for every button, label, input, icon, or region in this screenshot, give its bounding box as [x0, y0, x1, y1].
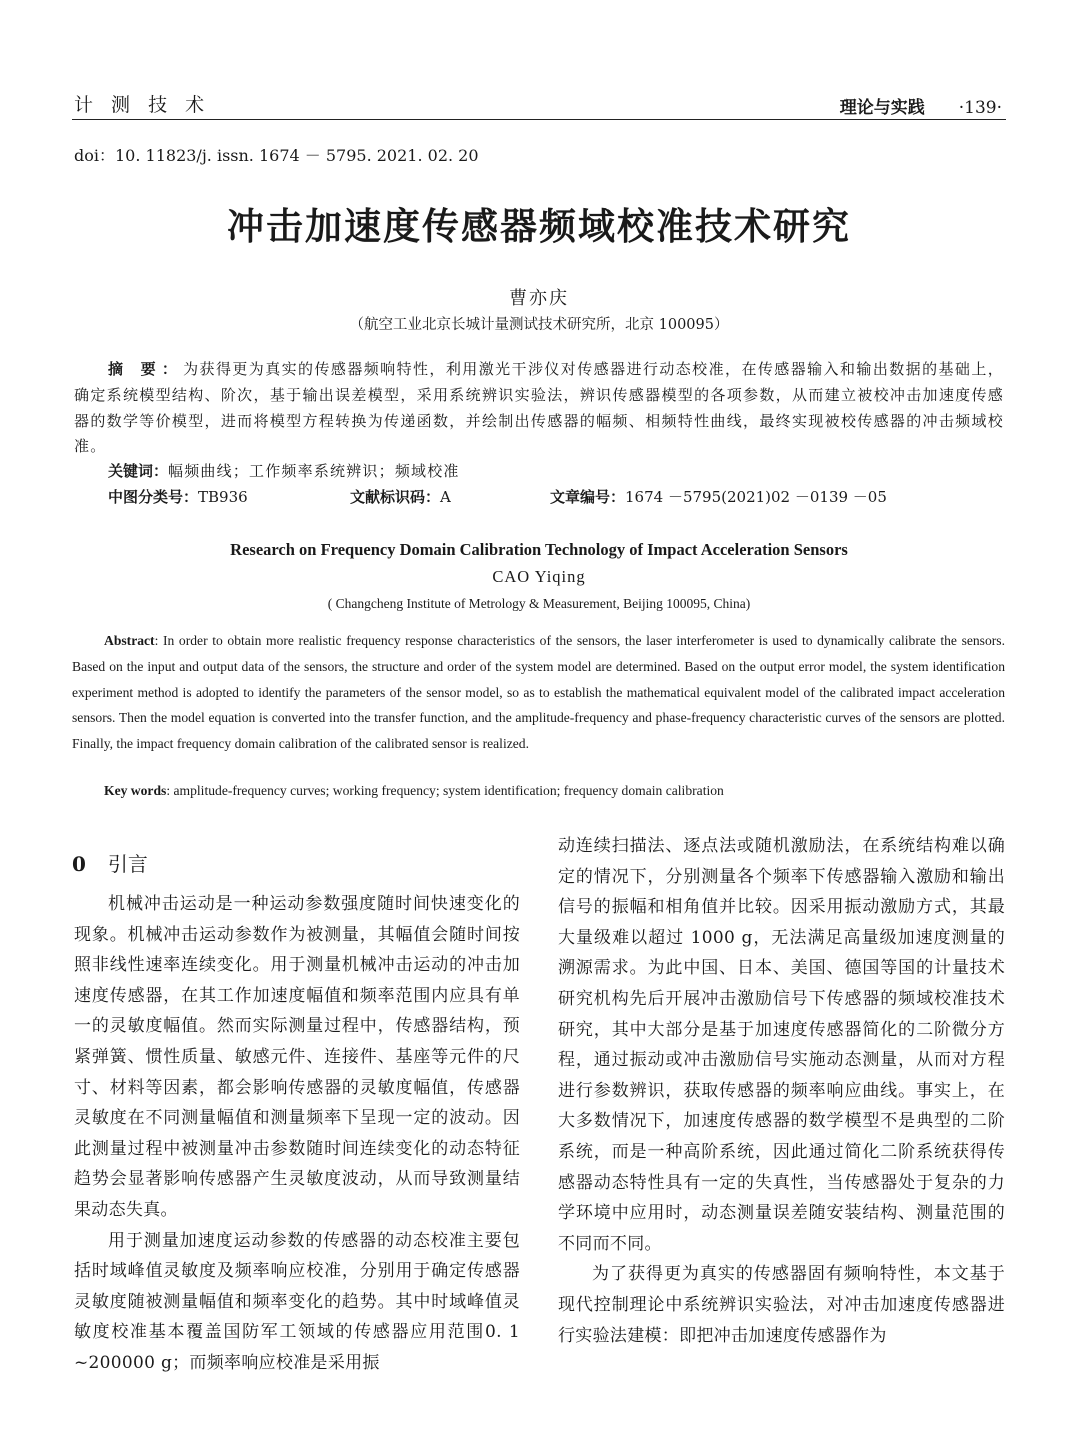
abstract-en-label: Abstract	[104, 633, 155, 648]
keywords-en-label: Key words	[104, 783, 167, 798]
doc-value: A	[440, 488, 451, 506]
document-code	[350, 486, 451, 507]
abstract-cn	[74, 357, 1004, 460]
author-en: CAO Yiqing	[492, 567, 586, 586]
keywords-en	[104, 783, 724, 799]
paper-title-en: Research on Frequency Domain Calibration Technology of Impact Acceleration Sensors	[230, 540, 848, 559]
affiliation-en: ( Changcheng Institute of Metrology & Measurement, Beijing 100095, China)	[327, 596, 751, 611]
doi: doi：10. 11823/j. issn. 1674 － 5795. 2021. 02. 20	[74, 146, 479, 165]
body-paragraph: 为了获得更为真实的传感器固有频响特性，本文基于现代控制理论中系统辨识实验法，对冲击加速度传感器进行实验法建模：即把冲击加速度传感器作为	[558, 1264, 1005, 1346]
article-value: 1674 －5795(2021)02 －0139 －05	[625, 488, 887, 506]
section-name: 理论与实践	[839, 98, 925, 118]
keywords-cn-text: 幅频曲线；工作频率系统辨识；频域校准	[168, 462, 460, 480]
header-divider	[72, 119, 1006, 120]
body-paragraph-continued: 动连续扫描法、逐点法或随机激励法，在系统结构难以确定的情况下，分别测量各个频率下传感器输入激励和输出信号的振幅和相角值并比较。因采用振动激励方式，其最大量级难以超过 1000 g，无法满足高量级加速度测量的溯源需求。为此中国、日本、美国、德国等国的计量技术研究机构先后开展冲击激励信号下传感器的频域校准技术研究，其中大部分是基于加速度传感器简化的二阶微分方程，通过振动或冲击激励信号实施动态测量，从而对方程进行参数辨识，获取传感器的频率响应曲线。事实上，在大多数情况下，加速度传感器的数学模型不是典型的二阶系统，而是一种高阶系统，因此通过简化二阶系统获得传感器动态特性具有一定的失真性，当传感器处于复杂的力学环境中应用时，动态测量误差随安装结构、测量范围的不同而不同。	[558, 836, 1005, 1254]
section-title: 引言	[107, 852, 148, 876]
body-paragraph: 机械冲击运动是一种运动参数强度随时间快速变化的现象。机械冲击运动参数作为被测量，其幅值会随时间按照非线性速率连续变化。用于测量机械冲击运动的冲击加速度传感器，在其工作加速度幅值和频率范围内应具有单一的灵敏度幅值。然而实际测量过程中，传感器结构，预紧弹簧、惯性质量、敏感元件、连接件、基座等元件的尺寸、材料等因素，都会影响传感器的灵敏度幅值，传感器灵敏度在不同测量幅值和测量频率下呈现一定的波动。因此测量过程中被测量冲击参数随时间连续变化的动态特征趋势会显著影响传感器产生灵敏度波动，从而导致测量结果动态失真。	[74, 894, 520, 1220]
section-heading	[72, 848, 148, 877]
abstract-cn-label: 摘 要：	[108, 360, 184, 378]
clc-label: 中图分类号：	[108, 488, 199, 506]
keywords-cn	[108, 460, 460, 481]
article-label: 文章编号：	[550, 488, 626, 506]
keywords-en-text: : amplitude-frequency curves; working frequency; system identification; frequency domain calibration	[166, 783, 724, 798]
keywords-cn-label: 关键词：	[108, 462, 169, 480]
author: 曹亦庆	[509, 288, 569, 309]
page-number: ·139·	[958, 98, 1002, 118]
paper-title: 冲击加速度传感器频域校准技术研究	[227, 205, 851, 248]
clc-number	[108, 486, 248, 507]
body-column-left	[74, 889, 520, 1379]
running-header	[840, 93, 1002, 118]
abstract-en-text: : In order to obtain more realistic frequency response characteristics of the sensors, the laser interferometer is used to dynamically calibrate the sensors. Based on the input and output data of the sensors, the structure and order of the system model are determined. Based on the output error model, the system identification experiment method is adopted to identify the parameters of the sensor model, so as to establish the mathematical equivalent model of the calibrated impact acceleration sensors. Then the model equation is converted into the transfer function, and the amplitude-frequency and phase-frequency characteristic curves of the sensors are plotted. Finally, the impact frequency domain calibration of the calibrated sensor is realized.	[72, 633, 1005, 752]
body-column-right	[558, 831, 1005, 1351]
article-number	[550, 486, 887, 507]
section-number: 0	[72, 852, 86, 876]
journal-name: 计 测 技 术	[74, 94, 211, 116]
abstract-en	[72, 628, 1005, 757]
abstract-cn-text: 为获得更为真实的传感器频响特性，利用激光干涉仪对传感器进行动态校准，在传感器输入和输出数据的基础上，确定系统模型结构、阶次，基于输出误差模型，采用系统辨识实验法，辨识传感器模型的各项参数，从而建立被校冲击加速度传感器的数学等价模型，进而将模型方程转换为传递函数，并绘制出传感器的幅频、相频特性曲线，最终实现被校传感器的冲击频域校准。	[74, 360, 1004, 456]
doc-label: 文献标识码：	[350, 488, 441, 506]
affiliation: （航空工业北京长城计量测试技术研究所，北京 100095）	[349, 317, 729, 333]
clc-value: TB936	[198, 488, 248, 506]
body-paragraph: 用于测量加速度运动参数的传感器的动态校准主要包括时域峰值灵敏度及频率响应校准，分别用于确定传感器灵敏度随被测量幅值和频率变化的趋势。其中时域峰值灵敏度校准基本覆盖国防军工领域的传感器应用范围0. 1 ~200000 g；而频率响应校准是采用振	[74, 1230, 520, 1373]
